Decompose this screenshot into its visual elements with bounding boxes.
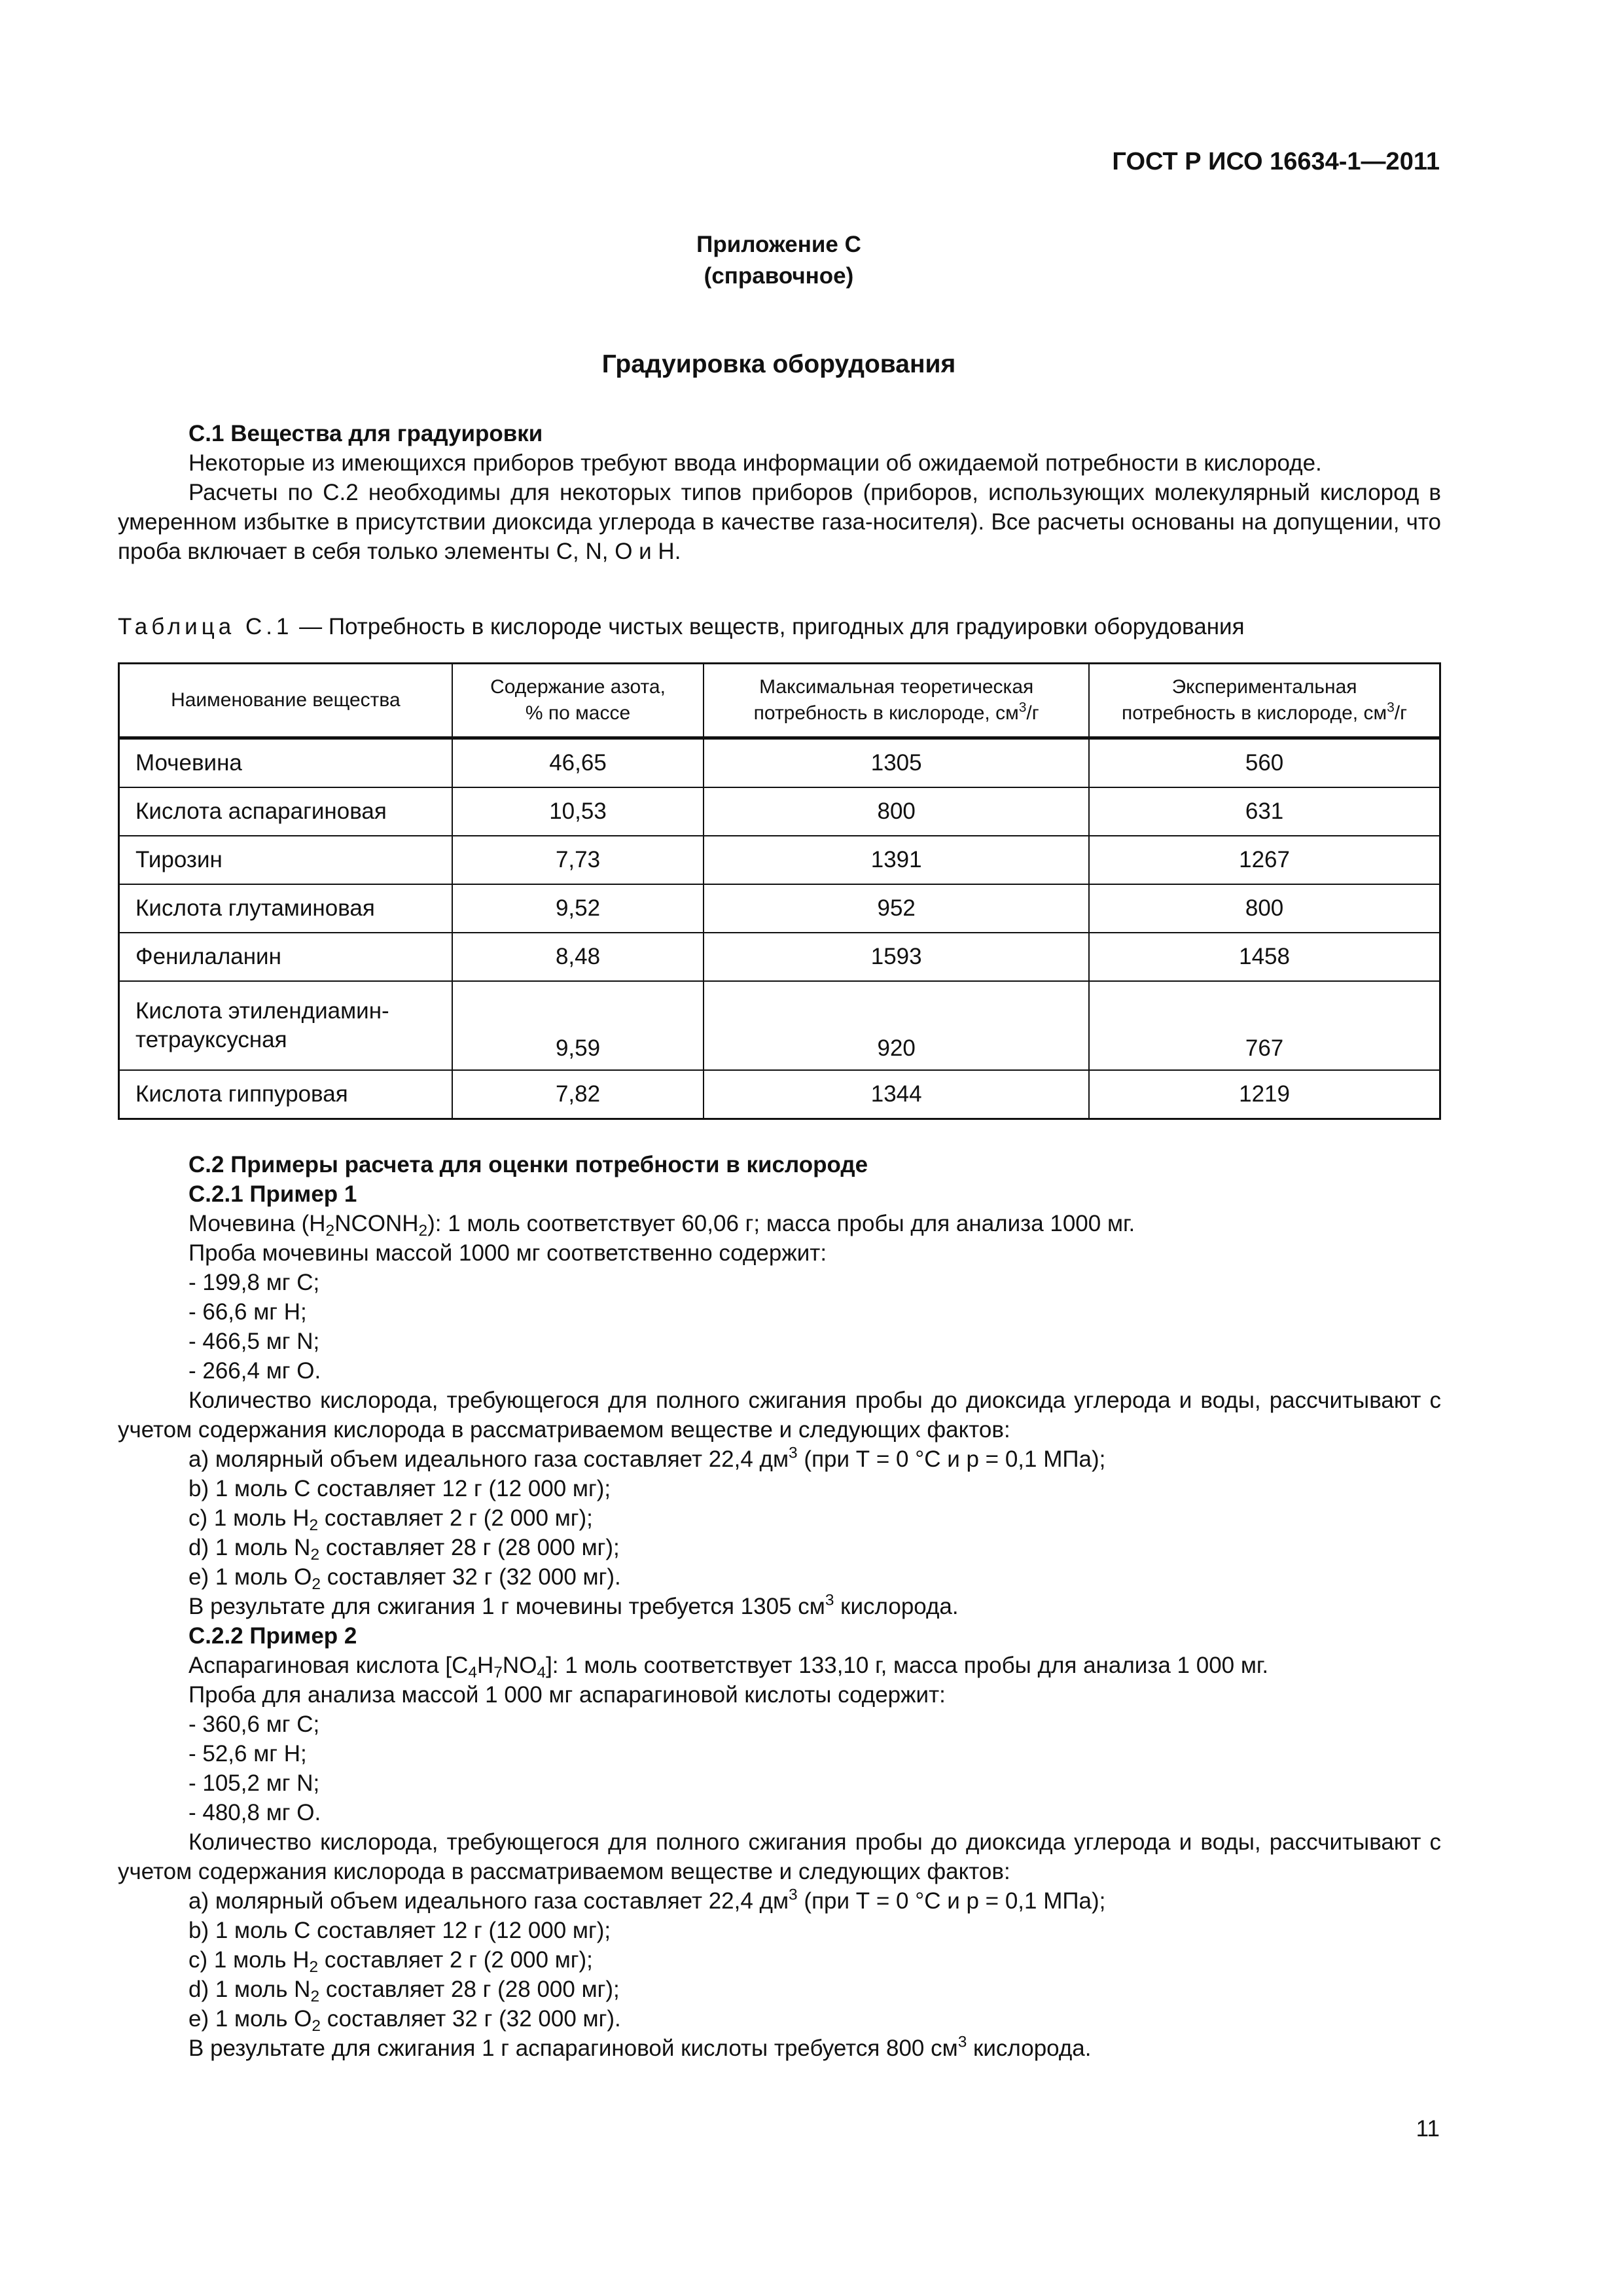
column-header-theoretical-demand: Максимальная теоретическая потребность в кислороде, $см^3/г$ <box>704 664 1089 738</box>
annex-label: Приложение С <box>696 232 861 257</box>
nitrogen-content: 7,82 <box>452 1070 704 1119</box>
table-row <box>119 738 1440 788</box>
list-item: e) 1 моль $O_2$ составляет 32 г (32 000 мг). <box>188 1564 621 1593</box>
paragraph: Количество кислорода, требующегося для полного сжигания пробы до диоксида углерода и воды, рассчитывают с учетом содержания кислорода в рассматриваемом веществе и следующих фактов: <box>118 1829 1441 1884</box>
list-item: b) 1 моль С составляет 12 г (12 000 мг); <box>188 1918 611 1943</box>
experimental-demand: 1219 <box>1089 1070 1440 1119</box>
table-header-row <box>119 664 1440 738</box>
list-item: - 466,5 мг N; <box>188 1329 320 1354</box>
list-item: a) молярный объем идеального газа составляет 22,4 $дм^3$ (при Т = 0 °С и р = 0,1 МПа); <box>188 1444 1106 1472</box>
theoretical-demand: 952 <box>704 884 1089 933</box>
example-2-formula: Аспарагиновая кислота $[C_4H_7NO_4]$: 1 моль соответствует 133,10 г, масса пробы для анализа 1 000 мг. <box>188 1653 1269 1681</box>
table-row <box>119 981 1440 1070</box>
theoretical-demand: 1391 <box>704 836 1089 884</box>
list-item: - 52,6 мг Н; <box>188 1741 307 1767</box>
theoretical-demand: 920 <box>704 981 1089 1070</box>
experimental-demand: 1267 <box>1089 836 1440 884</box>
section-c1 <box>118 419 1441 566</box>
substance-name: Мочевина <box>119 738 452 788</box>
substance-name: Кислота гиппуровая <box>119 1070 452 1119</box>
table-row <box>119 1070 1440 1119</box>
table-row <box>119 884 1440 933</box>
nitrogen-content: 46,65 <box>452 738 704 788</box>
theoretical-demand: 1593 <box>704 933 1089 981</box>
section-c2 <box>118 1150 1441 2063</box>
nitrogen-content: 8,48 <box>452 933 704 981</box>
list-item: e) 1 моль $O_2$ составляет 32 г (32 000 мг). <box>188 2006 621 2035</box>
nitrogen-content: 9,59 <box>452 981 704 1070</box>
list-item: b) 1 моль С составляет 12 г (12 000 мг); <box>188 1476 611 1501</box>
list-item: - 480,8 мг О. <box>188 1800 321 1825</box>
paragraph: Проба для анализа массой 1 000 мг аспарагиновой кислоты содержит: <box>188 1682 946 1708</box>
substance-name: Кислота этилендиамин- тетрауксусная <box>119 981 452 1070</box>
example-1-heading: С.2.1 Пример 1 <box>188 1181 357 1207</box>
paragraph: Количество кислорода, требующегося для полного сжигания пробы до диоксида углерода и воды, рассчитывают с учетом содержания кислорода в рассматриваемом веществе и следующих фактов: <box>118 1388 1441 1443</box>
experimental-demand: 800 <box>1089 884 1440 933</box>
example-1-result: В результате для сжигания 1 г мочевины требуется 1305 $см^3$ кислорода. <box>188 1591 959 1619</box>
section-c1-heading: С.1 Вещества для градуировки <box>188 421 543 446</box>
page-number: 11 <box>1416 2116 1440 2142</box>
experimental-demand: 767 <box>1089 981 1440 1070</box>
section-c2-heading: С.2 Примеры расчета для оценки потребности в кислороде <box>188 1152 868 1177</box>
theoretical-demand: 1305 <box>704 738 1089 788</box>
annex-status: (справочное) <box>704 263 854 289</box>
example-2-heading: С.2.2 Пример 2 <box>188 1623 357 1649</box>
paragraph: Некоторые из имеющихся приборов требуют ввода информации об ожидаемой потребности в кислороде. <box>188 450 1322 476</box>
substance-name: Кислота аспарагиновая <box>119 787 452 836</box>
list-item: - 199,8 мг С; <box>188 1270 320 1295</box>
theoretical-demand: 800 <box>704 787 1089 836</box>
list-item: d) 1 моль $N_2$ составляет 28 г (28 000 мг); <box>188 1535 620 1564</box>
table-caption-label: Таблица С.1 <box>118 614 293 639</box>
table-caption <box>118 612 1441 641</box>
column-header-nitrogen: Содержание азота, % по массе <box>452 664 704 738</box>
experimental-demand: 560 <box>1089 738 1440 788</box>
table-row <box>119 933 1440 981</box>
table-row <box>119 787 1440 836</box>
list-item: - 105,2 мг N; <box>188 1770 320 1796</box>
nitrogen-content: 10,53 <box>452 787 704 836</box>
nitrogen-content: 7,73 <box>452 836 704 884</box>
column-header-experimental-demand: Экспериментальная потребность в кислороде, $см^3/г$ <box>1089 664 1440 738</box>
experimental-demand: 631 <box>1089 787 1440 836</box>
standard-designation: ГОСТ Р ИСО 16634-1—2011 <box>1112 148 1440 175</box>
theoretical-demand: 1344 <box>704 1070 1089 1119</box>
table-caption-text: — Потребность в кислороде чистых веществ, пригодных для градуировки оборудования <box>293 614 1245 639</box>
table-row <box>119 836 1440 884</box>
paragraph: Проба мочевины массой 1000 мг соответственно содержит: <box>188 1240 827 1266</box>
list-item: d) 1 моль $N_2$ составляет 28 г (28 000 мг); <box>188 1977 620 2005</box>
column-header-substance: Наименование вещества <box>119 664 452 738</box>
example-1-formula: Мочевина $(H_2NCONH_2)$: 1 моль соответствует 60,06 г; масса пробы для анализа 1000 мг. <box>188 1211 1135 1240</box>
nitrogen-content: 9,52 <box>452 884 704 933</box>
list-item: a) молярный объем идеального газа составляет 22,4 $дм^3$ (при Т = 0 °С и р = 0,1 МПа); <box>188 1886 1106 1914</box>
oxygen-demand-table <box>118 662 1441 1120</box>
paragraph: Расчеты по С.2 необходимы для некоторых типов приборов (приборов, использующих молекулярный кислород в умеренном избытке в присутствии диоксида углерода в качестве газа-носителя). Все расчеты основаны на допущении, что проба включает в себя только элементы С, N, О и Н. <box>118 480 1441 564</box>
experimental-demand: 1458 <box>1089 933 1440 981</box>
annex-heading <box>118 229 1440 292</box>
example-2-result: В результате для сжигания 1 г аспарагиновой кислоты требуется 800 $см^3$ кислорода. <box>188 2033 1092 2061</box>
list-item: - 360,6 мг С; <box>188 1712 320 1737</box>
list-item: c) 1 моль $H_2$ составляет 2 г (2 000 мг); <box>188 1505 593 1534</box>
substance-name: Тирозин <box>119 836 452 884</box>
list-item: - 66,6 мг Н; <box>188 1299 307 1325</box>
substance-name: Кислота глутаминовая <box>119 884 452 933</box>
list-item: c) 1 моль $H_2$ составляет 2 г (2 000 мг); <box>188 1947 593 1976</box>
annex-title: Градуировка оборудования <box>601 350 956 378</box>
substance-name: Фенилаланин <box>119 933 452 981</box>
list-item: - 266,4 мг О. <box>188 1358 321 1384</box>
